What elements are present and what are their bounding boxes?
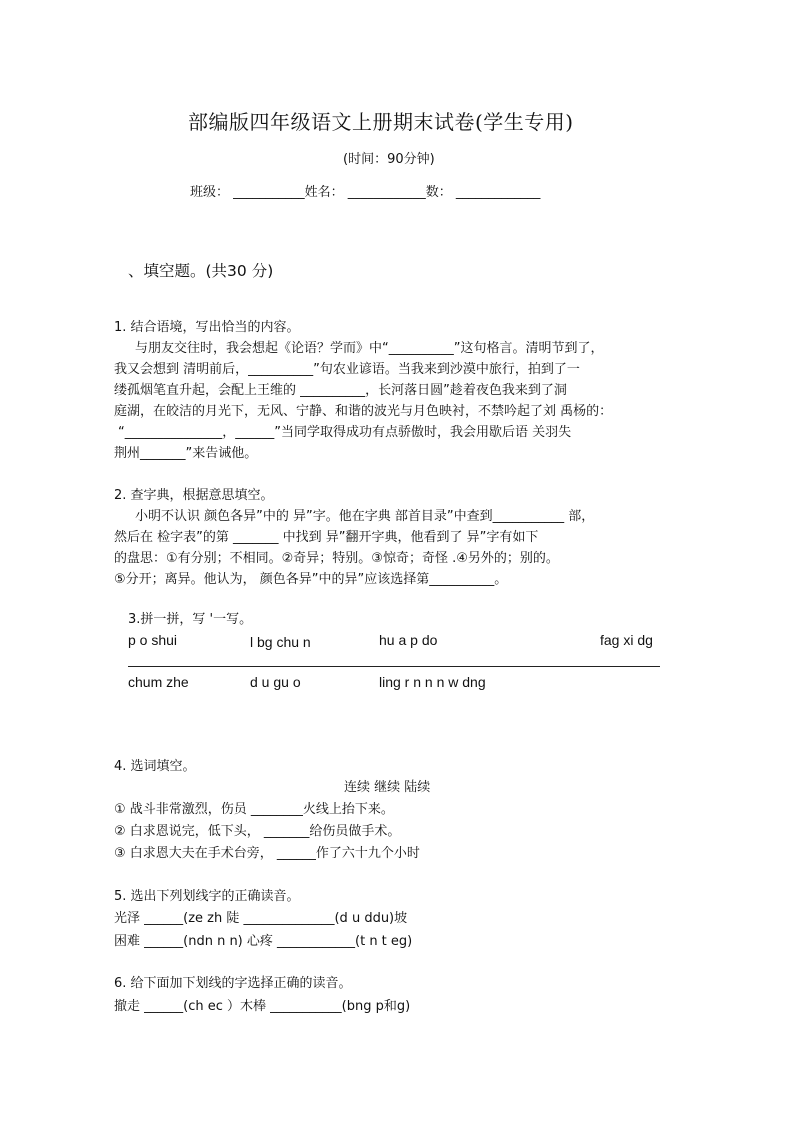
question-1-line: 我又会想到 清明前后，__________”句农业谚语。当我来到沙漠中旅行，拍到了一 (114, 362, 580, 377)
exam-time: (时间：90分钟) (343, 152, 435, 167)
question-4-item: ② 白求恩说完，低下头， _______给伤员做手术。 (114, 824, 401, 839)
pinyin-item: l bg chu n (250, 634, 311, 650)
answer-line (128, 666, 660, 667)
question-1-line: 庭湖，在皎洁的月光下，无风、宁静、和谐的波光与月色映衬，不禁吟起了刘 禹杨的： (114, 404, 613, 419)
question-4-item: ① 战斗非常激烈，伤员 ________火线上抬下来。 (114, 802, 394, 817)
question-4-item: ③ 白求恩大夫在手术台旁， ______作了六十九个小时 (114, 846, 420, 861)
question-2-line: 然后在 检字表”的第 _______ 中找到 异”翻开字典，他看到了 异”字有如下 (114, 530, 539, 545)
question-2-heading: 2. 查字典，根据意思填空。 (114, 488, 274, 503)
question-1-line: “_______________，______”当同学取得成功有点骄傲时，我会用歇后语 关羽失 (118, 425, 572, 440)
question-2-line: 的盘思：①有分别；不相同。②奇异；特别。③惊奇；奇怪 .④另外的；别的。 (114, 551, 559, 566)
pinyin-item: hu a p do (379, 632, 438, 648)
question-1-heading: 1. 结合语境，写出恰当的内容。 (114, 320, 300, 335)
pinyin-item: p o shui (128, 632, 178, 648)
pinyin-item: ling r n n n w dng (379, 674, 486, 690)
question-4-heading: 4. 选词填空。 (114, 759, 196, 774)
student-info-line: 班级： ___________姓名： ____________数： _____________ (190, 185, 541, 200)
pinyin-item: fag xi dg (600, 632, 653, 648)
question-1-line: 与朋友交往时，我会想起《论语？学而》中“__________”这句格言。清明节到了， (135, 341, 604, 356)
question-5-heading: 5. 选出下列划线字的正确读音。 (114, 889, 300, 904)
question-2-line: 小明不认识 颜色各异”中的 异”字。他在字典 部首目录”中查到___________ 部， (135, 509, 595, 524)
question-3-heading: 3.拼一拼，写 '一写。 (128, 612, 253, 627)
question-5-line: 光泽 ______(ze zh 陡 ______________(d u ddu)坡 (114, 911, 408, 926)
pinyin-item: chum zhe (128, 674, 189, 690)
word-choices: 连续 继续 陆续 (344, 780, 431, 795)
question-6-heading: 6. 给下面加下划线的字选择正确的读音。 (114, 976, 352, 991)
pinyin-item: d u gu o (250, 674, 301, 690)
question-1-line: 荆州_______”来告诫他。 (114, 446, 258, 461)
section-heading: 、填空题。(共30 分) (128, 262, 274, 280)
page-title: 部编版四年级语文上册期末试卷(学生专用) (188, 110, 574, 134)
question-2-line: ⑤分开；离异。他认为， 颜色各异”中的异”应该选择第__________。 (114, 572, 508, 587)
question-1-line: 缕孤烟笔直升起，会配上王维的 __________，长河落日圆”趁着夜色我来到了洞 (114, 383, 567, 398)
question-6-line: 撤走 ______(ch ec ）木棒 ___________(bng p和g) (114, 999, 411, 1014)
question-5-line: 困难 ______(ndn n n) 心疼 ____________(t n t eg) (114, 934, 413, 949)
